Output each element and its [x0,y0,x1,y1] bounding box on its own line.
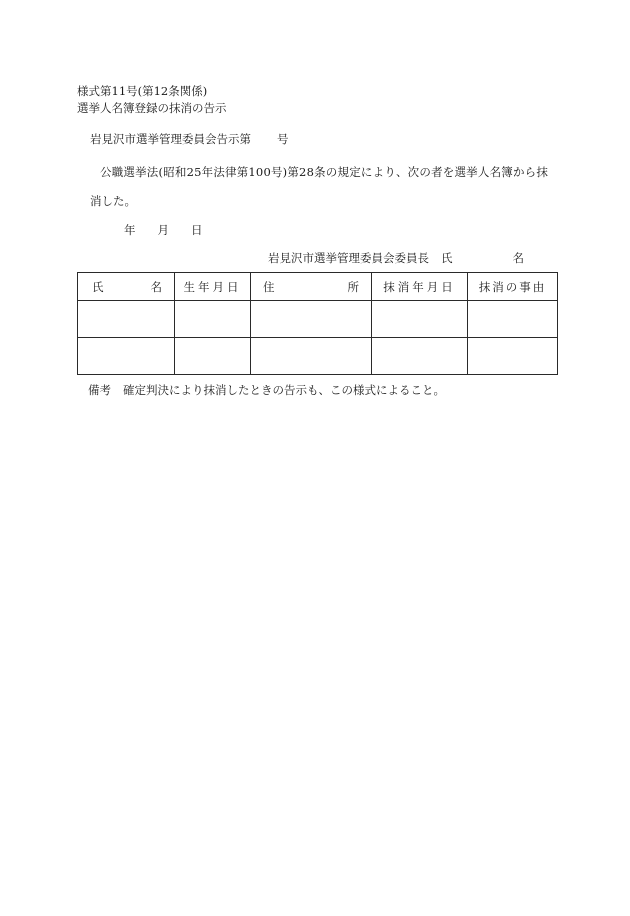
table-cell [372,301,468,338]
notice-number-line [90,131,289,147]
header-name-left: 氏 [92,279,104,294]
notice-number-suffix: 号 [277,132,289,146]
header-name-right: 名 [150,279,162,294]
table-cell [251,301,372,338]
signer-title: 岩見沢市選挙管理委員会委員長 [268,251,429,265]
table-cell [251,338,372,375]
document-title: 選挙人名簿登録の抹消の告示 [77,101,227,115]
table-cell [468,301,558,338]
header-address-right: 所 [347,279,359,294]
table-row [78,338,558,375]
table-cell [78,338,175,375]
header-address-left: 住 [263,279,275,294]
remarks-line [88,382,445,398]
header-reason: 抹消の事由 [468,273,558,301]
date-day-label: 日 [191,223,203,237]
table-cell [372,338,468,375]
body-text-line-1: 公職選挙法(昭和25年法律第100号)第28条の規定により、次の者を選挙人名簿から抹 [100,165,549,179]
table-cell [468,338,558,375]
form-number: 様式第11号(第12条関係) [77,84,208,98]
notice-number-prefix: 岩見沢市選挙管理委員会告示第 [90,132,251,146]
header-name [78,273,175,301]
date-line [124,222,203,238]
header-birthdate: 生年月日 [175,273,251,301]
date-year-label: 年 [124,223,136,237]
table-cell [78,301,175,338]
header-address [251,273,372,301]
signer-family-label: 氏 [441,251,453,265]
signer-given-label: 名 [512,251,524,265]
table-cell [175,301,251,338]
date-month-label: 月 [157,223,169,237]
signer-line [268,250,524,266]
table-row [78,301,558,338]
deletion-list-table [77,272,558,375]
remarks-label: 備考 [88,383,111,397]
table-header-row [78,273,558,301]
body-text-line-2: 消した。 [90,194,136,208]
remarks-text: 確定判決により抹消したときの告示も、この様式によること。 [123,383,445,397]
table-cell [175,338,251,375]
header-deletion-date: 抹消年月日 [372,273,468,301]
